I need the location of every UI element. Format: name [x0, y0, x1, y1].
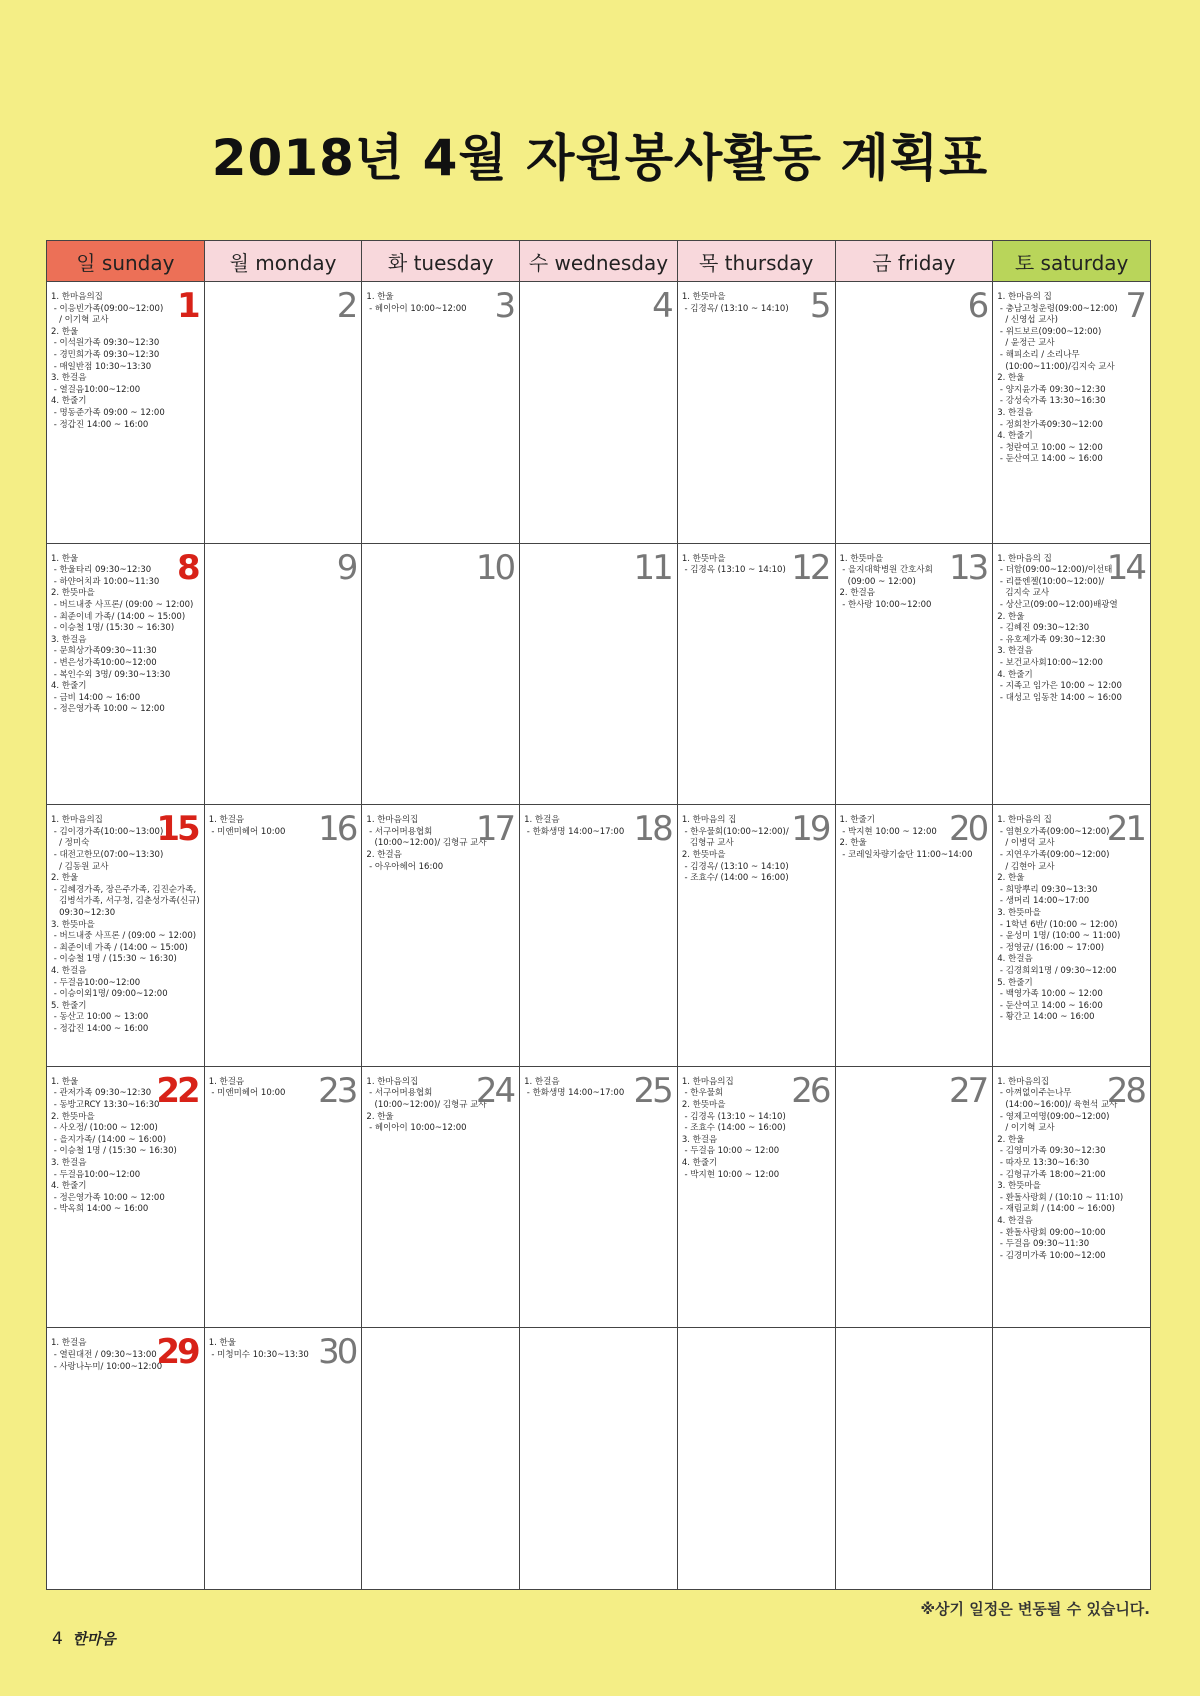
day-cell	[362, 1066, 520, 1328]
weekday-header: 목 thursday	[677, 241, 835, 282]
day-cell	[362, 543, 520, 805]
day-events: 1. 한걸음 - 미앤미헤어 10:00	[208, 815, 286, 837]
day-number: 2	[336, 286, 356, 326]
day-cell	[677, 1066, 835, 1328]
day-number: 3	[494, 286, 514, 326]
day-cell	[520, 543, 678, 805]
day-cell	[993, 805, 1151, 1067]
day-number: 22	[156, 1070, 198, 1111]
day-number: 14	[1106, 547, 1144, 588]
day-events: 1. 한마음의집 - 서구어머용협회 (10:00~12:00)/ 김형규 교사 2. 한울 - 헤이아이 10:00~12:00	[366, 1076, 487, 1134]
day-events: 1. 한울 - 한울타리 09:30~12:30 - 하얀어치과 10:00~11:30 2. 한뜻마을 - 버드내중 사프론/ (09:00 ~ 12:00) - 최준이네 가족/ (14:00 ~ 15:00) - 이승철 1명/ (15:30 ~ 16:30) 3. 한걸음 - 문희상가족09:30~11:30 - 변은성가족10:00~12:00 - 복인수외 3명/ 09:30~13:30 4. 한줄기 - 금비 14:00 ~ 16:00 - 정은영가족 10:00 ~ 12:00	[51, 553, 194, 715]
day-number: 8	[177, 547, 198, 588]
day-number: 25	[633, 1070, 671, 1111]
day-events: 1. 한마음의집 - 이응빈가족(09:00~12:00) / 이기혁 교사 2. 한울 - 이석원가족 09:30~12:30 - 경민희가족 09:30~12:30 - 매일반점 10:30~13:30 3. 한걸음 - 열걸음10:00~12:00 4. 한줄기 - 명동준가족 09:00 ~ 12:00 - 정갑진 14:00 ~ 16:00	[51, 292, 165, 430]
day-events: 1. 한울 - 관저가족 09:30~12:30 - 동방고RCY 13:30~16:30 2. 한뜻마을 - 사오정/ (10:00 ~ 12:00) - 을지가족/ (14:00 ~ 16:00) - 이승철 1명 / (15:30 ~ 16:30) 3. 한걸음 - 두걸음10:00~12:00 4. 한줄기 - 정은영가족 10:00 ~ 12:00 - 박옥희 14:00 ~ 16:00	[51, 1076, 177, 1215]
day-number: 24	[475, 1070, 514, 1111]
day-cell	[993, 1328, 1151, 1590]
day-events: 1. 한뜻마을 - 김경옥/ (13:10 ~ 14:10)	[681, 292, 789, 314]
weekday-header: 토 saturday	[993, 241, 1151, 282]
day-events: 1. 한마음의 집 - 한우물회(10:00~12:00)/ 김형규 교사 2. 한뜻마을 - 김경옥/ (13:10 ~ 14:10) - 조효수/ (14:00 ~ 16:00)	[681, 815, 789, 884]
day-cell	[204, 1066, 362, 1328]
day-cell	[677, 805, 835, 1067]
day-events: 1. 한뜻마을 - 김경옥 (13:10 ~ 14:10)	[681, 553, 786, 576]
day-events: 1. 한걸음 - 열린대전 / 09:30~13:00 - 사랑나누미/ 10:00~12:00	[51, 1338, 163, 1372]
day-number: 27	[948, 1070, 987, 1111]
day-cell	[204, 543, 362, 805]
day-number: 20	[948, 809, 987, 850]
day-number: 29	[156, 1332, 198, 1373]
day-number: 18	[633, 809, 671, 850]
page-number: 4	[52, 1629, 63, 1649]
day-cell	[835, 543, 993, 805]
day-cell	[520, 1328, 678, 1590]
day-cell	[520, 282, 678, 544]
weekday-header-row	[47, 241, 1151, 282]
day-cell	[47, 1328, 205, 1590]
week-row	[47, 805, 1151, 1067]
day-cell	[520, 1066, 678, 1328]
day-events: 1. 한마음의집 - 한우물회 2. 한뜻마을 - 김경옥 (13:10 ~ 14:10) - 조효수 (14:00 ~ 16:00) 3. 한걸음 - 두걸음 10:00 ~ 12:00 4. 한줄기 - 박지현 10:00 ~ 12:00	[681, 1076, 786, 1180]
day-events: 1. 한줄기 - 박지현 10:00 ~ 12:00 2. 한울 - 코레일차량기술단 11:00~14:00	[839, 815, 973, 860]
day-number: 13	[948, 547, 987, 588]
day-number: 28	[1106, 1070, 1144, 1111]
day-number: 6	[967, 286, 987, 326]
page-footer	[52, 1628, 116, 1649]
day-events: 1. 한마음의 집 - 더함(09:00~12:00)/이선태 - 리플엔젤(10:00~12:00)/ 김지숙 교사 - 상산고(09:00~12:00)배광열 2. 한울 - 김혜진 09:30~12:30 - 유호제가족 09:30~12:30 3. 한걸음 - 보건교사회10:00~12:00 4. 한줄기 - 지족고 임가은 10:00 ~ 12:00 - 대성고 임동찬 14:00 ~ 16:00	[997, 553, 1122, 703]
day-number: 19	[791, 809, 829, 850]
day-cell	[835, 805, 993, 1067]
day-number: 9	[336, 547, 356, 588]
day-number: 21	[1106, 809, 1144, 850]
week-row	[47, 1328, 1151, 1590]
day-cell	[204, 805, 362, 1067]
day-cell	[835, 1066, 993, 1328]
day-number: 11	[633, 547, 671, 588]
day-number: 4	[652, 286, 671, 326]
day-number: 26	[791, 1070, 829, 1111]
day-events: 1. 한걸음 - 한화생명 14:00~17:00	[524, 1076, 625, 1099]
day-events: 1. 한마음의집 - 서구어머용협회 (10:00~12:00)/ 김형규 교사 2. 한걸음 - 아우아헤어 16:00	[366, 815, 487, 872]
day-number: 10	[475, 547, 514, 588]
day-cell	[362, 282, 520, 544]
day-events: 1. 한마음의 집 - 충남고청운령(09:00~12:00) / 신영섭 교사) - 위드보르(09:00~12:00) / 윤정근 교사 - 해피소리 / 소리나무 (10:00~11:00)/김지숙 교사 2. 한울 - 양지윤가족 09:30~12:30 - 강성숙가족 13:30~16:30 3. 한걸음 - 정회찬가족09:30~12:00 4. 한줄기 - 청란여고 10:00 ~ 12:00 - 둔산여고 14:00 ~ 16:00	[997, 292, 1118, 465]
day-events: 1. 한울 - 헤이아이 10:00~12:00	[366, 292, 467, 314]
day-number: 1	[177, 286, 198, 326]
day-cell	[47, 543, 205, 805]
weekday-header: 화 tuesday	[362, 241, 520, 282]
day-cell	[677, 282, 835, 544]
schedule-change-note: ※상기 일정은 변동될 수 있습니다.	[920, 1600, 1150, 1618]
weekday-header: 금 friday	[835, 241, 993, 282]
day-cell	[993, 543, 1151, 805]
brand-logo: 한마음	[72, 1630, 116, 1648]
day-events: 1. 한걸음 - 미앤미헤어 10:00	[208, 1076, 286, 1099]
page-title: 2018년 4월 자원봉사활동 계획표	[211, 129, 989, 187]
day-cell	[993, 282, 1151, 544]
day-events: 1. 한마음의집 - 아껴없이주는나무 (14:00~16:00)/ 육현석 교사 - 영제고여명(09:00~12:00) / 이기혁 교사 2. 한울 - 김영미가족 09:30~12:30 - 따자모 13:30~16:30 - 김형규가족 18:00~21:00 3. 한뜻마을 - 환돌사랑회 / (10:10 ~ 11:10) - 재림교회 / (14:00 ~ 16:00) 4. 한걸음 - 환돌사랑회 09:00~10:00 - 두걸음 09:30~11:30 - 김경미가족 10:00~12:00	[997, 1076, 1124, 1261]
day-cell	[677, 1328, 835, 1590]
weekday-header: 월 monday	[204, 241, 362, 282]
day-cell	[47, 1066, 205, 1328]
day-events: 1. 한걸음 - 한화생명 14:00~17:00	[524, 815, 625, 837]
day-cell	[835, 1328, 993, 1590]
day-cell	[47, 282, 205, 544]
week-row	[47, 543, 1151, 805]
day-number: 12	[791, 547, 829, 588]
weekday-header: 일 sunday	[47, 241, 205, 282]
day-cell	[47, 805, 205, 1067]
day-cell	[204, 282, 362, 544]
day-cell	[204, 1328, 362, 1590]
day-number: 23	[318, 1070, 356, 1111]
day-number: 17	[475, 809, 514, 850]
day-number: 30	[318, 1332, 356, 1373]
week-row	[47, 282, 1151, 544]
day-events: 1. 한마음의 집 - 염현오가족(09:00~12:00) / 이병덕 교사 - 지연우가족(09:00~12:00) / 김현아 교사 2. 한울 - 희망뿌리 09:30~13:30 - 생머리 14:00~17:00 3. 한뜻마을 - 1학년 6반/ (10:00 ~ 12:00) - 윤성미 1명/ (10:00 ~ 11:00) - 정영균/ (16:00 ~ 17:00) 4. 한걸음 - 김경희외1명 / 09:30~12:00 5. 한줄기 - 백영가족 10:00 ~ 12:00 - 둔산여고 14:00 ~ 16:00 - 황간고 14:00 ~ 16:00	[997, 815, 1121, 1023]
day-events: 1. 한울 - 미청미수 10:30~13:30	[208, 1338, 309, 1360]
day-cell	[835, 282, 993, 544]
day-number: 7	[1125, 286, 1144, 326]
day-cell	[362, 1328, 520, 1590]
weekday-header: 수 wednesday	[520, 241, 678, 282]
day-cell	[993, 1066, 1151, 1328]
day-number: 5	[809, 286, 829, 326]
calendar-table	[46, 240, 1151, 1590]
day-number: 15	[156, 809, 198, 850]
day-events: 1. 한뜻마을 - 을지대학병원 간호사회 (09:00 ~ 12:00) 2. 한걸음 - 한사랑 10:00~12:00	[839, 553, 933, 610]
day-events: 1. 한마음의집 - 김이경가족(10:00~13:00) / 정미숙 - 대전고한모(07:00~13:30) / 김동원 교사 2. 한울 - 김혜경가족, 장은주가족, 김진순가족, 김병석가족, 서구청, 김춘성가족(신규) 09:30~12:30 3. 한뜻마을 - 버드내중 사프론 / (09:00 ~ 12:00) - 최준이네 가족 / (14:00 ~ 15:00) - 이승철 1명 / (15:30 ~ 16:30) 4. 한걸음 - 두걸음10:00~12:00 - 이승이외1명/ 09:00~12:00 5. 한줄기 - 동산고 10:00 ~ 13:00 - 정갑진 14:00 ~ 16:00	[51, 815, 200, 1034]
week-row	[47, 1066, 1151, 1328]
day-number: 16	[318, 809, 356, 850]
day-cell	[520, 805, 678, 1067]
day-cell	[677, 543, 835, 805]
day-cell	[362, 805, 520, 1067]
